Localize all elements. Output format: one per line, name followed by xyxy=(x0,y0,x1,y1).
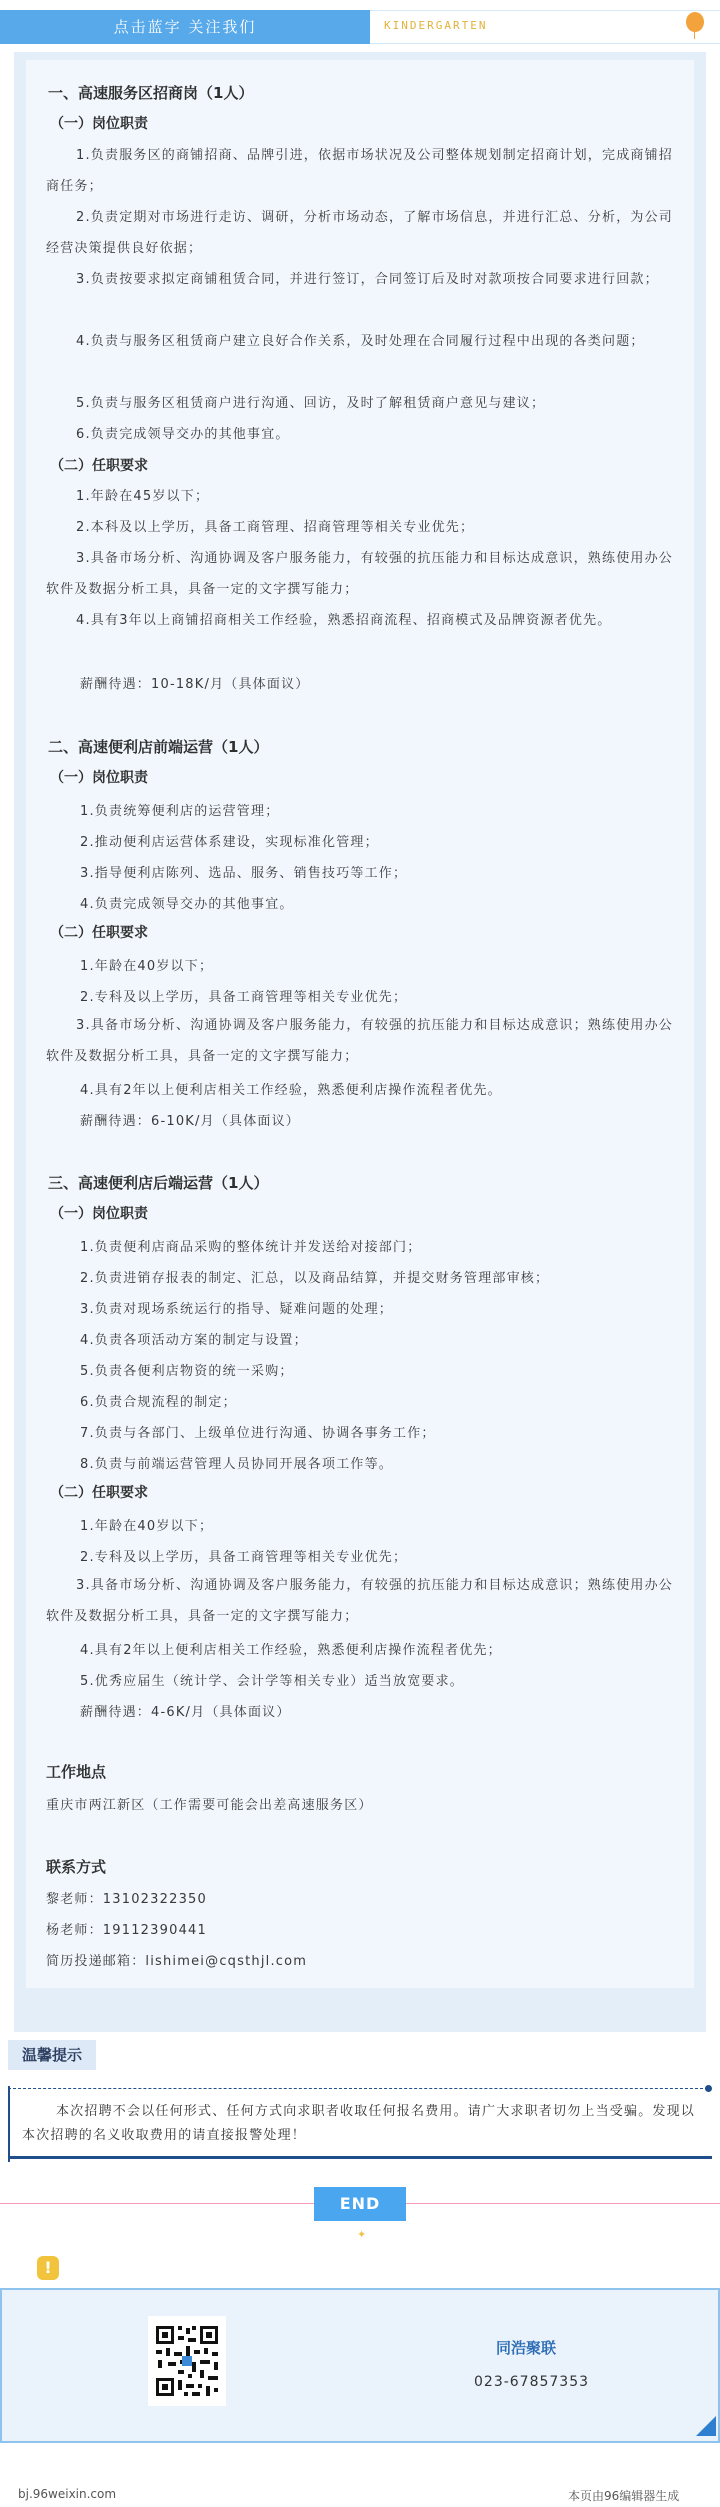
job3-req-4: 4.具有2年以上便利店相关工作经验，熟悉便利店操作流程者优先； xyxy=(80,1643,502,1658)
job3-duty-4: 4.负责各项活动方案的制定与设置； xyxy=(80,1333,308,1348)
job3-duty-7: 7.负责与各部门、上级单位进行沟通、协调各事务工作； xyxy=(80,1426,436,1441)
job2-duty-1: 1.负责统筹便利店的运营管理； xyxy=(80,804,280,819)
tips-text: 本次招聘不会以任何形式、任何方式向求职者收取任何报名费用。请广大求职者切勿上当受骗。发现以本次招聘的名义收取费用的请直接报警处理！ xyxy=(22,2104,696,2143)
company-card xyxy=(0,2288,720,2443)
job3-duty-title: （一）岗位职责 xyxy=(50,1206,148,1222)
job1-duty-6: 6.负责完成领导交办的其他事宜。 xyxy=(76,427,290,442)
job1-req-title: （二）任职要求 xyxy=(50,458,148,474)
job1-title: 一、高速服务区招商岗（1人） xyxy=(48,84,254,102)
contact-email[interactable]: 简历投递邮箱：lishimei@cqsthjl.com xyxy=(46,1954,308,1969)
job3-duty-2: 2.负责进销存报表的制定、汇总，以及商品结算，并提交财务管理部审核； xyxy=(80,1271,550,1286)
job1-duty-3: 3.负责按要求拟定商铺租赁合同，并进行签订，合同签订后及时对款项按合同要求进行回款； xyxy=(76,272,659,287)
job2-req-1: 1.年龄在40岁以下； xyxy=(80,959,214,974)
contact-line-1: 黎老师：13102322350 xyxy=(46,1892,207,1907)
tips-bottom-divider xyxy=(8,2156,712,2159)
qr-code-icon[interactable] xyxy=(148,2316,226,2406)
job3-salary: 薪酬待遇：4-6K/月（具体面议） xyxy=(80,1705,291,1720)
contact-line-2: 杨老师：19112390441 xyxy=(46,1923,207,1938)
job1-req-2: 2.本科及以上学历，具备工商管理、招商管理等相关专业优先； xyxy=(76,520,475,535)
job3-req-title: （二）任职要求 xyxy=(50,1485,148,1501)
job3-req-3: 3.具备市场分析、沟通协调及客户服务能力，有较强的抗压能力和目标达成意识；熟练使用办公软件及数据分析工具，具备一定的文字撰写能力； xyxy=(46,1578,674,1624)
kindergarten-banner xyxy=(370,10,720,44)
job3-title: 三、高速便利店后端运营（1人） xyxy=(48,1174,269,1192)
company-phone[interactable]: 023-67857353 xyxy=(474,2374,590,2390)
warning-icon: ! xyxy=(37,2256,59,2280)
location-text: 重庆市两江新区（工作需要可能会出差高速服务区） xyxy=(46,1798,373,1813)
company-name: 同浩聚联 xyxy=(496,2339,557,2357)
job1-req-3: 3.具备市场分析、沟通协调及客户服务能力，有较强的抗压能力和目标达成意识，熟练使用办公软件及数据分析工具，具备一定的文字撰写能力； xyxy=(46,551,674,597)
job1-duty-1: 1.负责服务区的商铺招商、品牌引进，依据市场状况及公司整体规划制定招商计划，完成商铺招商任务； xyxy=(46,148,674,194)
contact-title: 联系方式 xyxy=(46,1858,107,1876)
header-bar xyxy=(0,0,720,52)
job1-req-4: 4.具有3年以上商铺招商相关工作经验，熟悉招商流程、招商模式及品牌资源者优先。 xyxy=(76,613,612,628)
footer-generator: 本页由96编辑器生成 xyxy=(568,2489,680,2503)
job3-req-5: 5.优秀应届生（统计学、会计学等相关专业）适当放宽要求。 xyxy=(80,1674,465,1689)
card-corner-decoration xyxy=(696,2416,716,2436)
follow-us-banner[interactable]: 点击蓝字 关注我们 xyxy=(0,10,370,44)
job2-req-title: （二）任职要求 xyxy=(50,925,148,941)
job3-duty-1: 1.负责便利店商品采购的整体统计并发送给对接部门； xyxy=(80,1240,422,1255)
job3-duty-6: 6.负责合规流程的制定； xyxy=(80,1395,237,1410)
kindergarten-label: KINDERGARTEN xyxy=(384,19,488,32)
balloon-icon xyxy=(686,12,704,32)
job2-req-4: 4.具有2年以上便利店相关工作经验，熟悉便利店操作流程者优先。 xyxy=(80,1083,502,1098)
job2-duty-3: 3.指导便利店陈列、选品、服务、销售技巧等工作； xyxy=(80,866,408,881)
job3-req-1: 1.年龄在40岁以下； xyxy=(80,1519,214,1534)
job1-duty-title: （一）岗位职责 xyxy=(50,116,148,132)
job1-req-1: 1.年龄在45岁以下； xyxy=(76,489,210,504)
job1-salary: 薪酬待遇：10-18K/月（具体面议） xyxy=(80,677,310,692)
job3-duty-8: 8.负责与前端运营管理人员协同开展各项工作等。 xyxy=(80,1457,394,1472)
job2-duty-title: （一）岗位职责 xyxy=(50,770,148,786)
balloon-string xyxy=(694,31,695,39)
job2-salary: 薪酬待遇：6-10K/月（具体面议） xyxy=(80,1114,301,1129)
tips-dot xyxy=(705,2085,712,2092)
end-badge: END xyxy=(314,2187,406,2221)
job2-req-2: 2.专科及以上学历，具备工商管理等相关专业优先； xyxy=(80,990,408,1005)
tips-top-divider xyxy=(8,2088,708,2089)
job1-duty-4: 4.负责与服务区租赁商户建立良好合作关系，及时处理在合同履行过程中出现的各类问题； xyxy=(76,334,645,349)
tips-tag: 温馨提示 xyxy=(8,2040,96,2070)
job3-duty-3: 3.负责对现场系统运行的指导、疑难问题的处理； xyxy=(80,1302,394,1317)
job1-duty-2: 2.负责定期对市场进行走访、调研，分析市场动态，了解市场信息，并进行汇总、分析，为公司经营决策提供良好依据； xyxy=(46,210,674,256)
location-title: 工作地点 xyxy=(46,1763,107,1781)
job2-title: 二、高速便利店前端运营（1人） xyxy=(48,738,269,756)
job2-duty-2: 2.推动便利店运营体系建设，实现标准化管理； xyxy=(80,835,379,850)
job3-duty-5: 5.负责各便利店物资的统一采购； xyxy=(80,1364,294,1379)
job1-duty-5: 5.负责与服务区租赁商户进行沟通、回访，及时了解租赁商户意见与建议； xyxy=(76,396,546,411)
job2-req-3: 3.具备市场分析、沟通协调及客户服务能力，有较强的抗压能力和目标达成意识；熟练使用办公软件及数据分析工具，具备一定的文字撰写能力； xyxy=(46,1018,674,1064)
job3-req-2: 2.专科及以上学历，具备工商管理等相关专业优先； xyxy=(80,1550,408,1565)
job2-duty-4: 4.负责完成领导交办的其他事宜。 xyxy=(80,897,294,912)
sparkle-icon: ✦ xyxy=(357,2228,367,2241)
footer-site[interactable]: bj.96weixin.com xyxy=(18,2487,117,2501)
